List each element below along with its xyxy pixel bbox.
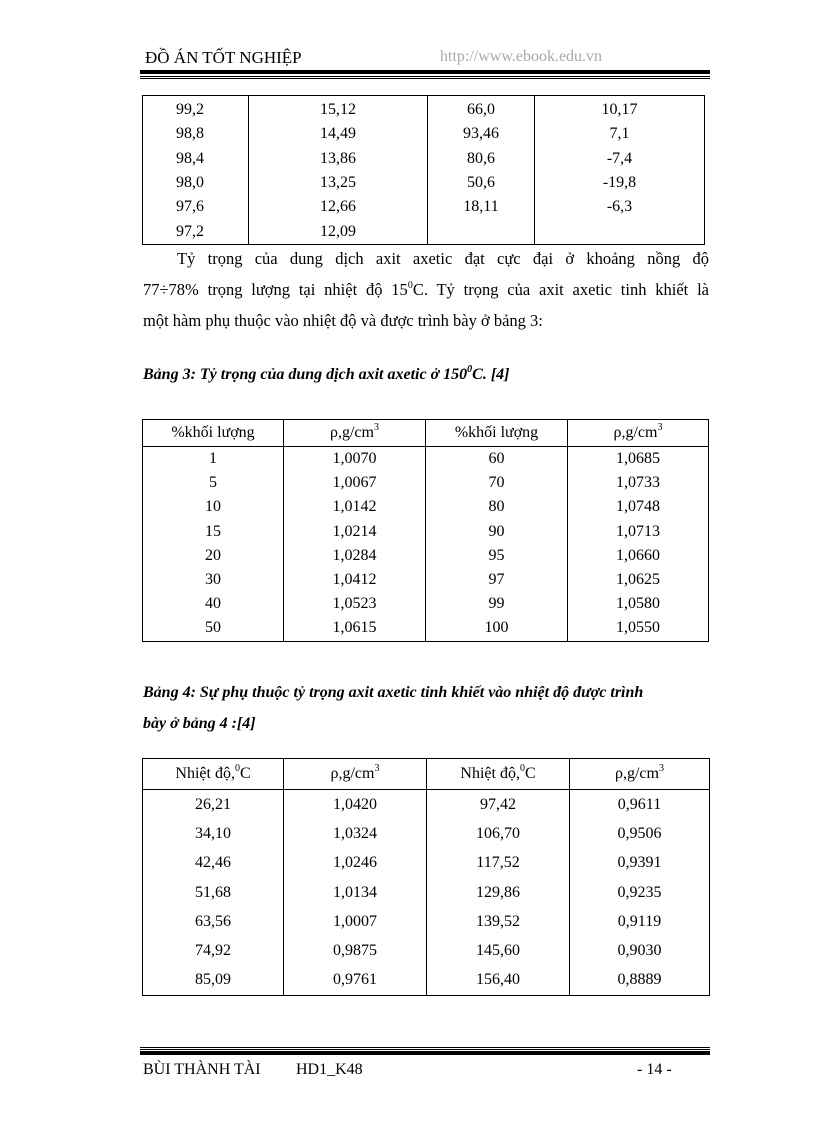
table-cell: 0,9119 (570, 907, 710, 936)
table-row (143, 544, 709, 568)
caption-line: Bảng 4: Sự phụ thuộc tỷ trọng axit axetic tinh khiết vào nhiệt độ được trình (143, 684, 644, 701)
table-cell: 66,0 (428, 96, 535, 123)
table-cell: 90 (426, 520, 568, 544)
table-row (143, 520, 709, 544)
table-row (143, 447, 709, 472)
table-cell: 0,9611 (570, 790, 710, 820)
table-cell (428, 219, 535, 244)
table-cell: 42,46 (143, 849, 284, 878)
footer-rule-thin (140, 1049, 710, 1050)
table-row (143, 849, 710, 878)
table-cell: 18,11 (428, 195, 535, 219)
header-rule-thin (140, 76, 710, 77)
header-cell: $\rho,g/cm^3$ (570, 759, 710, 790)
table-cell: 117,52 (427, 849, 570, 878)
table-cell: 13,25 (249, 171, 428, 195)
table-cell: 1,0748 (568, 495, 709, 519)
header-cell: $\rho,g/cm^3$ (568, 420, 709, 447)
table-row (143, 171, 705, 195)
table-row (143, 966, 710, 996)
table-cell: 97,6 (143, 195, 249, 219)
table-cell: 1,0284 (284, 544, 426, 568)
table-cell (535, 219, 705, 244)
table-cell: 51,68 (143, 878, 284, 907)
table-cell: 1,0615 (284, 616, 426, 641)
paragraph-line: Tỷ trọng của dung dịch axit axetic đạt cực đại ở khoảng nồng độ (177, 249, 709, 268)
table-row (143, 195, 705, 219)
table-row (143, 819, 710, 848)
table-cell: 98,4 (143, 147, 249, 171)
table-cell: 97,42 (427, 790, 570, 820)
table-row (143, 907, 710, 936)
header-cell: $\rho,g/cm^3$ (284, 759, 427, 790)
table-cell: 99 (426, 592, 568, 616)
table-row (143, 219, 705, 244)
table-row (143, 495, 709, 519)
header-cell: %khối lượng (143, 420, 284, 447)
table-cell: 1,0070 (284, 447, 426, 472)
table-cell: 1,0733 (568, 471, 709, 495)
table-cell: 80,6 (428, 147, 535, 171)
header-url: http://www.ebook.edu.vn (440, 48, 603, 65)
table-cell: 10,17 (535, 96, 705, 123)
table-row (143, 147, 705, 171)
table-cell: 0,9875 (284, 936, 427, 965)
table-row (143, 790, 710, 820)
table-cell: 95 (426, 544, 568, 568)
table-row (143, 96, 705, 123)
header-cell: $\rho,g/cm^3$ (284, 420, 426, 447)
header-cell: Nhiệt độ,$^0$C (143, 759, 284, 790)
table-cell: 85,09 (143, 966, 284, 996)
table-cell: 98,0 (143, 171, 249, 195)
table-cell: 30 (143, 568, 284, 592)
table-cell: 1 (143, 447, 284, 472)
table-cell: 0,9761 (284, 966, 427, 996)
table-cell: 145,60 (427, 936, 570, 965)
header-title: ĐỒ ÁN TỐT NGHIỆP (145, 48, 302, 67)
table-cell: 0,9506 (570, 819, 710, 848)
table-cell: 1,0246 (284, 849, 427, 878)
table-cell: 10 (143, 495, 284, 519)
footer-page-number: - 14 - (637, 1061, 672, 1078)
table-cell: 1,0420 (284, 790, 427, 820)
continued-table (142, 95, 705, 245)
table-row (143, 568, 709, 592)
header-cell: Nhiệt độ,$^0$C (427, 759, 570, 790)
table-cell: 1,0324 (284, 819, 427, 848)
table-cell: 97,2 (143, 219, 249, 244)
table-cell: 1,0625 (568, 568, 709, 592)
table-cell: 50,6 (428, 171, 535, 195)
table-cell: 7,1 (535, 122, 705, 146)
table4 (142, 758, 710, 996)
table-cell: 80 (426, 495, 568, 519)
table-cell: 50 (143, 616, 284, 641)
table-cell: 12,66 (249, 195, 428, 219)
table-cell: -19,8 (535, 171, 705, 195)
table-cell: 97 (426, 568, 568, 592)
table-cell: 1,0580 (568, 592, 709, 616)
body-paragraph (143, 243, 709, 336)
table-cell: 0,9030 (570, 936, 710, 965)
table-cell: 93,46 (428, 122, 535, 146)
table-cell: 1,0214 (284, 520, 426, 544)
table-cell: 14,49 (249, 122, 428, 146)
table-cell: 1,0713 (568, 520, 709, 544)
table3-caption (143, 363, 510, 384)
caption-line: bày ở bảng 4 :[4] (143, 715, 256, 732)
table-cell: 98,8 (143, 122, 249, 146)
table-cell: 70 (426, 471, 568, 495)
footer-class: HD1_K48 (296, 1061, 363, 1078)
table-cell: 15,12 (249, 96, 428, 123)
table-cell: -6,3 (535, 195, 705, 219)
table-cell: 100 (426, 616, 568, 641)
caption-text: C. [4] (472, 366, 510, 383)
table-cell: 0,9235 (570, 878, 710, 907)
header-rule-thin (140, 78, 710, 79)
table-cell: 0,9391 (570, 849, 710, 878)
table-cell: 40 (143, 592, 284, 616)
footer-rule-thin (140, 1047, 710, 1048)
table3 (142, 419, 709, 642)
table-cell: 99,2 (143, 96, 249, 123)
table-cell: -7,4 (535, 147, 705, 171)
table-row (143, 471, 709, 495)
table-row (143, 936, 710, 965)
table-cell: 1,0523 (284, 592, 426, 616)
table4-caption (143, 677, 643, 739)
table-cell: 1,0685 (568, 447, 709, 472)
table-cell: 34,10 (143, 819, 284, 848)
table-row (143, 592, 709, 616)
table-cell: 139,52 (427, 907, 570, 936)
table-cell: 0,8889 (570, 966, 710, 996)
table-cell: 20 (143, 544, 284, 568)
table-row (143, 616, 709, 641)
table-cell: 26,21 (143, 790, 284, 820)
caption-text: Bảng 3: Tỷ trọng của dung dịch axit axetic ở 150 (143, 366, 468, 383)
header-rule (140, 70, 710, 74)
paragraph-text: 77÷78% trọng lượng tại nhiệt độ 15 (143, 280, 408, 299)
table-cell: 129,86 (427, 878, 570, 907)
header-cell: %khối lượng (426, 420, 568, 447)
table-cell: 1,0660 (568, 544, 709, 568)
footer-rule (140, 1051, 710, 1055)
table-cell: 1,0550 (568, 616, 709, 641)
footer-author: BÙI THÀNH TÀI (143, 1061, 261, 1078)
paragraph-line: một hàm phụ thuộc vào nhiệt độ và được trình bày ở bảng 3: (143, 311, 543, 330)
table-cell: 156,40 (427, 966, 570, 996)
table-cell: 5 (143, 471, 284, 495)
table-row (143, 122, 705, 146)
table-cell: 15 (143, 520, 284, 544)
table-cell: 63,56 (143, 907, 284, 936)
table-cell: 106,70 (427, 819, 570, 848)
table-cell: 12,09 (249, 219, 428, 244)
table-header-row (143, 759, 710, 790)
table-cell: 1,0412 (284, 568, 426, 592)
paragraph-text: C. Tỷ trọng của axit axetic tinh khiết là (412, 280, 709, 299)
table-header-row (143, 420, 709, 447)
table-cell: 1,0007 (284, 907, 427, 936)
table-cell: 1,0134 (284, 878, 427, 907)
paragraph-line (143, 274, 709, 305)
superscript: 0 (407, 279, 413, 291)
table-cell: 74,92 (143, 936, 284, 965)
table-cell: 1,0067 (284, 471, 426, 495)
table-cell: 13,86 (249, 147, 428, 171)
table-cell: 60 (426, 447, 568, 472)
table-cell: 1,0142 (284, 495, 426, 519)
superscript: 0 (467, 363, 473, 375)
table-row (143, 878, 710, 907)
